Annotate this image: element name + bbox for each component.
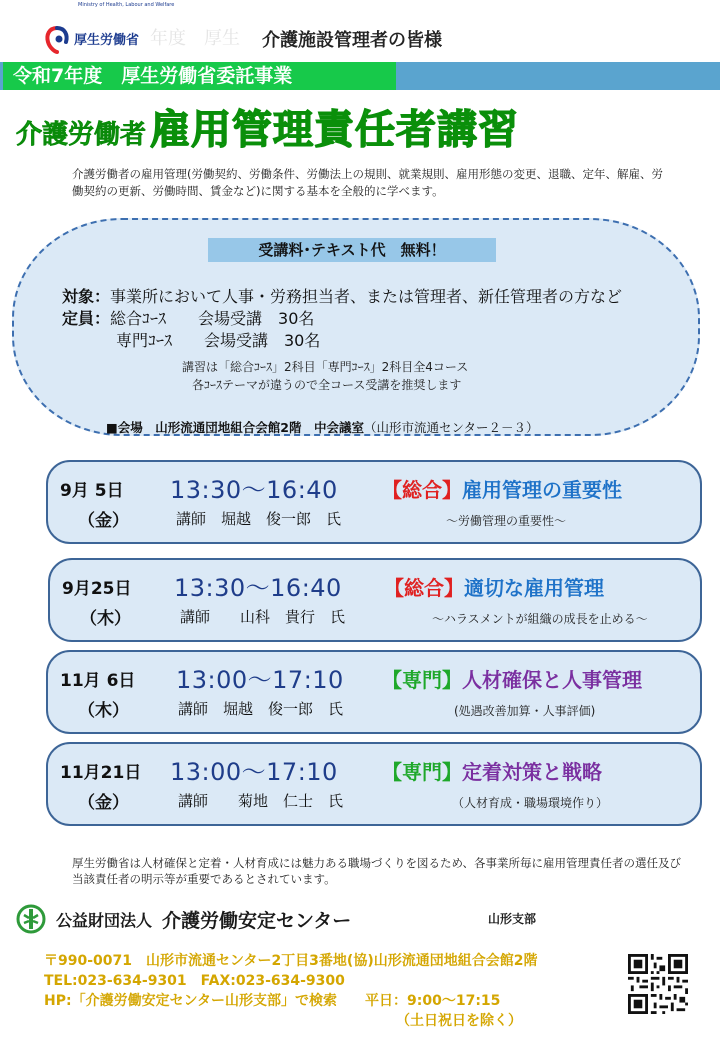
session-time: 13:30〜16:40 — [174, 574, 342, 602]
session-card-1 — [46, 460, 702, 544]
venue-address: （山形市流通センター２－３） — [364, 420, 539, 435]
page-title — [16, 98, 706, 155]
ministry-logo-icon — [44, 25, 70, 55]
session-subtitle: ～ハラスメントが組織の成長を止める～ — [432, 612, 648, 626]
session-name: 人材確保と人事管理 — [462, 668, 642, 692]
session-day: （金） — [78, 511, 129, 531]
session-date: 11月21日 — [60, 763, 142, 783]
session-title — [382, 664, 642, 693]
contact-holidays: （土日祝日を除く） — [396, 1013, 522, 1029]
org-name: 介護労働安定センター — [162, 909, 352, 932]
capacity-row — [62, 306, 314, 329]
session-category: 【総合】 — [384, 576, 464, 600]
title-main: 雇用管理責任者講習 — [150, 107, 520, 153]
capacity-special: 専門ｺｰｽ 会場受講 30名 — [116, 331, 321, 350]
session-lecturer: 講師 山科 貴行 氏 — [180, 608, 346, 626]
session-card-3 — [46, 650, 702, 734]
session-lecturer: 講師 菊地 仁士 氏 — [178, 792, 344, 810]
intro-text: 介護労働者の雇用管理(労働契約、労働条件、労働法上の規則、就業規則、雇用形態の変更、退職、定年、解雇、労働契約の更新、労働時間、賃金など)に関する基本を全般的に学べます。 — [72, 167, 663, 198]
session-subtitle: （人材育成・職場環境作り） — [452, 796, 609, 810]
session-category: 【専門】 — [382, 668, 462, 692]
capacity-label: 定員： — [62, 309, 111, 328]
session-title — [382, 474, 622, 503]
session-date: 11月 6日 — [60, 671, 136, 691]
ministry-logo-text: 厚生労働省 — [74, 32, 140, 48]
session-card-4 — [46, 742, 702, 826]
qr-code-icon[interactable] — [628, 954, 688, 1014]
session-day: （木） — [80, 609, 131, 629]
faded-background-text: 年度 厚生 — [150, 28, 240, 49]
fee-badge: 受講料･テキスト代 無料！ — [208, 238, 496, 262]
org-logo-icon — [16, 904, 46, 934]
session-lecturer: 講師 堀越 俊一郎 氏 — [178, 700, 344, 718]
session-category: 【専門】 — [382, 760, 462, 784]
session-title — [382, 756, 602, 785]
session-category: 【総合】 — [382, 478, 462, 502]
org-block — [16, 904, 351, 934]
session-time: 13:30〜16:40 — [170, 476, 338, 504]
venue-label: ■会場 山形流通団地組合会館2階 中会議室 — [106, 420, 365, 435]
target-row — [62, 284, 622, 307]
session-card-2 — [48, 558, 702, 642]
target-label: 対象： — [62, 287, 111, 306]
capacity-general: 総合ｺｰｽ 会場受講 30名 — [110, 309, 315, 328]
contact-address: 〒990-0071 山形市流通センター2丁目3番地(協)山形流通団地組合会館2階 — [44, 953, 538, 969]
ministry-logo-subtext: Ministry of Health, Labour and Welfare — [78, 2, 175, 8]
banner-label: 令和7年度 厚生労働省委託事業 — [3, 62, 396, 90]
session-name: 定着対策と戦略 — [462, 760, 602, 784]
org-type: 公益財団法人 — [56, 910, 153, 930]
course-note-2: 各ｺｰｽテーマが違うので全コース受講を推奨します — [192, 378, 462, 392]
session-date: 9月25日 — [62, 579, 132, 599]
session-lecturer: 講師 堀越 俊一郎 氏 — [176, 510, 342, 528]
audience-heading: 介護施設管理者の皆様 — [262, 30, 442, 51]
session-time: 13:00〜17:10 — [170, 758, 338, 786]
session-name: 雇用管理の重要性 — [462, 478, 622, 502]
contact-hp-hours: HP:「介護労働安定センター山形支部」で検索 平日：9:00～17:15 — [44, 993, 501, 1009]
session-subtitle: (処遇改善加算・人事評価) — [454, 704, 596, 718]
ministry-logo — [44, 22, 139, 58]
footer-note: 厚生労働省は人材確保と定着・人材育成には魅力ある職場づくりを図るため、各事業所毎に雇用管理責任者の選任及び当該責任者の明示等が重要であるとされています。 — [72, 856, 682, 886]
title-prefix: 介護労働者 — [16, 120, 147, 150]
session-subtitle: ～労働管理の重要性～ — [446, 514, 567, 528]
contact-tel-fax: TEL:023-634-9301 FAX:023-634-9300 — [44, 973, 345, 989]
course-note-1: 講習は「総合ｺｰｽ」2科目「専門ｺｰｽ」2科目全4コース — [182, 360, 469, 374]
session-time: 13:00〜17:10 — [176, 666, 344, 694]
session-day: （木） — [78, 701, 129, 721]
session-day: （金） — [78, 793, 129, 813]
org-branch: 山形支部 — [488, 912, 537, 926]
session-title — [384, 572, 604, 601]
session-name: 適切な雇用管理 — [464, 576, 604, 600]
session-date: 9月 5日 — [60, 481, 124, 501]
target-text: 事業所において人事・労務担当者、または管理者、新任管理者の方など — [110, 287, 623, 306]
venue-line — [106, 418, 539, 436]
